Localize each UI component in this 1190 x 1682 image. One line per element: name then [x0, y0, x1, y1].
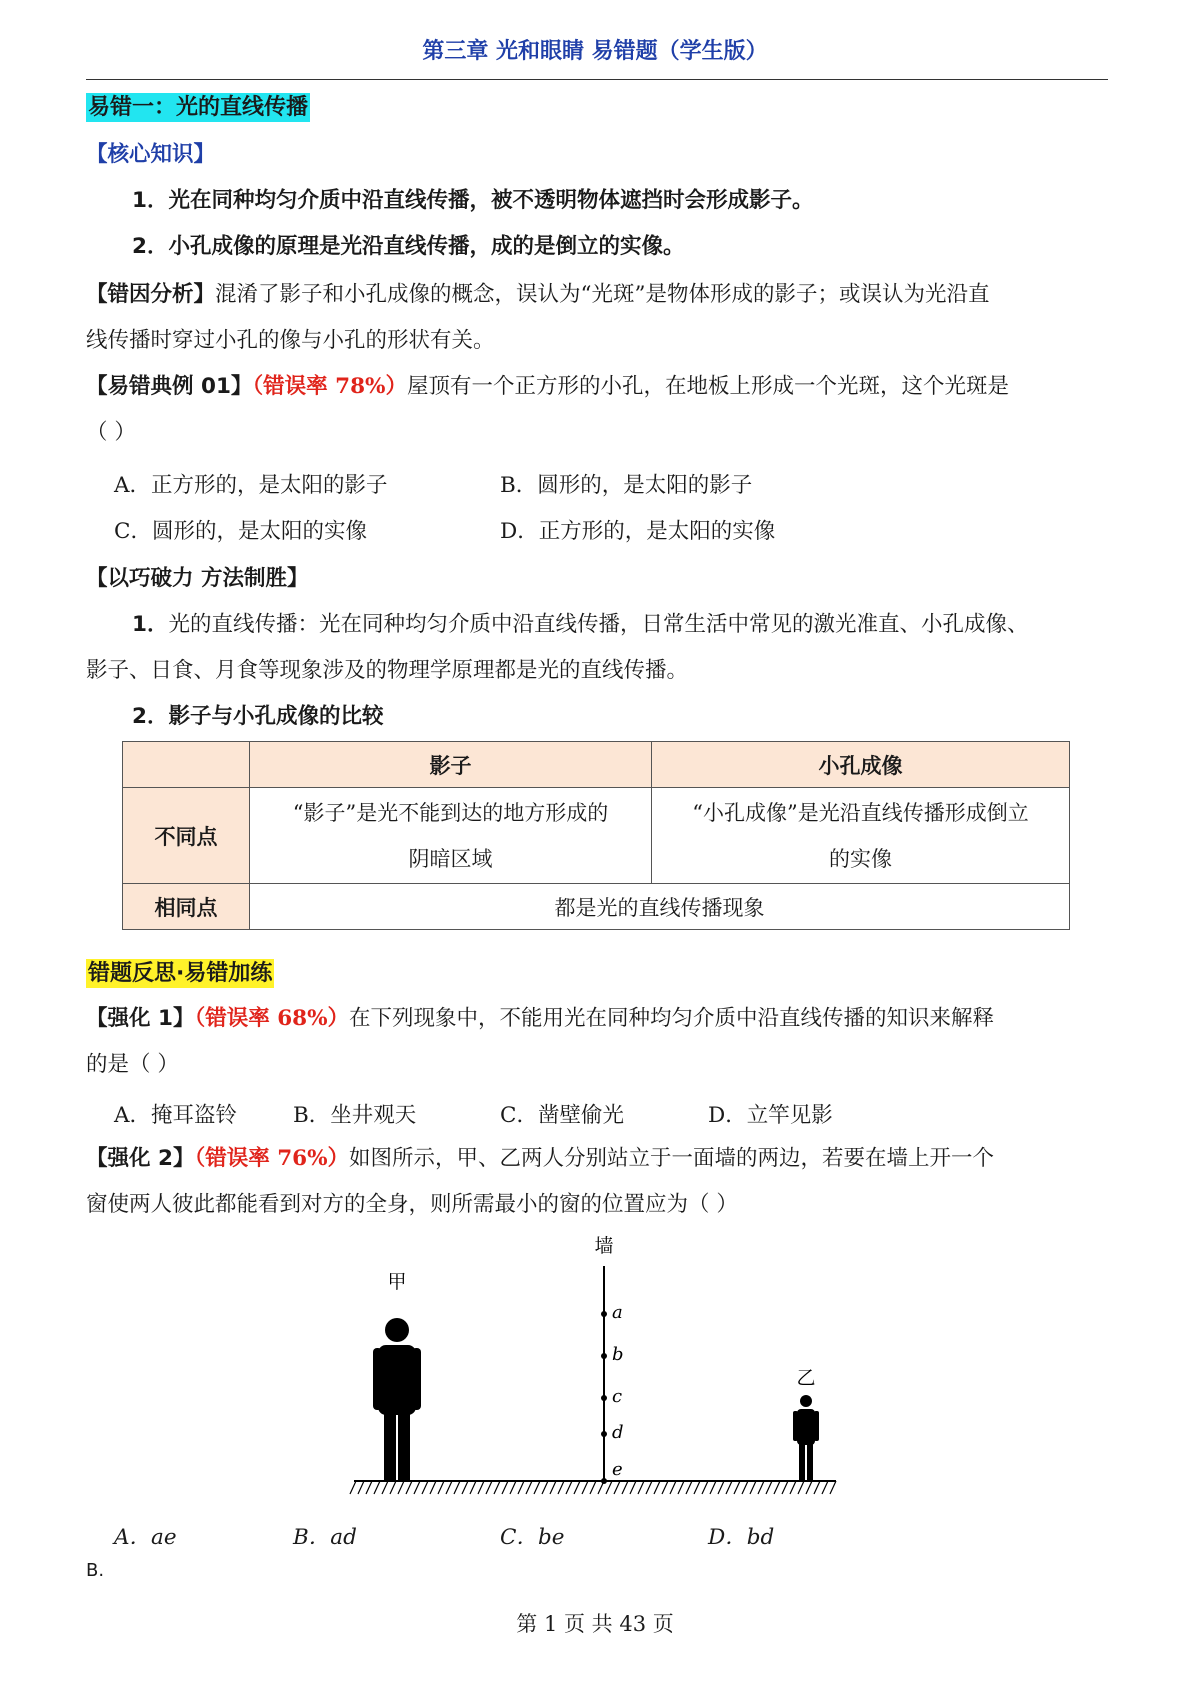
table-corner-cell — [123, 742, 250, 788]
person-right-figure — [793, 1395, 819, 1480]
core-point-1: 1．光在同种均匀介质中沿直线传播，被不透明物体遮挡时会形成影子。 — [132, 188, 814, 213]
wall-figure — [340, 1230, 860, 1500]
q1-label: 【强化 1】 — [86, 1006, 195, 1031]
table-cell-pinhole-diff — [652, 788, 1070, 884]
method-label: 【以巧破力 方法制胜】 — [86, 566, 309, 591]
example-label: 【易错典例 01】 — [86, 374, 253, 399]
person-right-label: 乙 — [796, 1367, 816, 1389]
q2-line-1 — [86, 1136, 994, 1182]
q2-text: 如图所示，甲、乙两人分别站立于一面墙的两边，若要在墙上开一个 — [349, 1146, 995, 1171]
example-option-a: A．正方形的，是太阳的影子 — [114, 473, 388, 498]
section1-title: 易错一：光的直线传播 — [88, 95, 309, 120]
error-analysis-text: 混淆了影子和小孔成像的概念，误认为“光斑”是物体形成的影子；或误认为光沿直 — [215, 282, 990, 307]
header-divider — [86, 79, 1108, 80]
q1-option-d: D．立竿见影 — [708, 1103, 833, 1128]
point-d — [601, 1431, 607, 1437]
table-header-pinhole: 小孔成像 — [652, 742, 1070, 788]
method-item-2: 2．影子与小孔成像的比较 — [132, 704, 384, 729]
error-analysis-label: 【错因分析】 — [86, 282, 216, 307]
person-left-figure — [373, 1318, 421, 1480]
q1-option-a: A．掩耳盗铃 — [114, 1103, 238, 1128]
q2-error-rate: （错误率 76%） — [194, 1146, 350, 1171]
error-analysis-line-2: 线传播时穿过小孔的像与小孔的形状有关。 — [86, 328, 495, 353]
answer-text: B. — [86, 1560, 105, 1581]
point-a — [601, 1311, 607, 1317]
method-num-1: 1． — [132, 612, 169, 637]
q1-text: 在下列现象中，不能用光在同种均匀介质中沿直线传播的知识来解释 — [349, 1006, 995, 1031]
method-text-1: 光的直线传播：光在同种均匀介质中沿直线传播，日常生活中常见的激光准直、小孔成像、 — [168, 612, 1029, 637]
q2-option-b: B．ad — [293, 1525, 357, 1550]
method-line-2: 影子、日食、月食等现象涉及的物理学原理都是光的直线传播。 — [86, 658, 689, 683]
point-label-c: c — [612, 1386, 623, 1407]
q2-option-c: C．be — [500, 1525, 565, 1550]
example-option-b: B．圆形的，是太阳的影子 — [500, 473, 753, 498]
point-b — [601, 1353, 607, 1359]
point-label-a: a — [612, 1302, 623, 1323]
example-option-d: D．正方形的，是太阳的实像 — [500, 519, 776, 544]
q2-option-a: A．ae — [114, 1525, 177, 1550]
point-label-e: e — [612, 1459, 623, 1480]
method-line-1 — [132, 602, 1028, 648]
table-row — [123, 788, 1070, 884]
table-row-label-diff: 不同点 — [123, 788, 250, 884]
q2-option-d: D．bd — [708, 1525, 775, 1550]
q2-line-2: 窗使两人彼此都能看到对方的全身，则所需最小的窗的位置应为（ ） — [86, 1192, 738, 1217]
error-analysis-line-1 — [86, 272, 990, 318]
cell-line: “小孔成像”是光沿直线传播形成倒立 — [692, 800, 1029, 825]
example-text: 屋顶有一个正方形的小孔，在地板上形成一个光斑，这个光斑是 — [407, 374, 1010, 399]
page-footer: 第 1 页 共 43 页 — [516, 1612, 674, 1636]
page-header-title: 第三章 光和眼睛 易错题（学生版） — [422, 39, 768, 64]
comparison-table — [122, 741, 1070, 930]
point-e — [601, 1478, 607, 1484]
section1-heading — [86, 90, 310, 121]
core-point-2: 2．小孔成像的原理是光沿直线传播，成的是倒立的实像。 — [132, 234, 685, 259]
cell-line: “影子”是光不能到达的地方形成的 — [292, 800, 609, 825]
example-blank: （ ） — [86, 420, 136, 445]
point-label-d: d — [612, 1422, 624, 1443]
point-c — [601, 1395, 607, 1401]
q1-line-2: 的是（ ） — [86, 1052, 179, 1077]
table-row — [123, 884, 1070, 930]
q1-error-rate: （错误率 68%） — [194, 1006, 350, 1031]
cell-line: 的实像 — [829, 846, 892, 871]
table-row-label-same: 相同点 — [123, 884, 250, 930]
core-knowledge-label: 【核心知识】 — [86, 142, 216, 167]
cell-line: 阴暗区域 — [408, 846, 493, 871]
example-error-rate: （错误率 78%） — [252, 374, 407, 399]
example-question — [86, 364, 1009, 410]
wall-label: 墙 — [594, 1235, 614, 1257]
table-header-shadow: 影子 — [250, 742, 652, 788]
section2-heading — [86, 956, 274, 987]
point-label-b: b — [612, 1344, 624, 1365]
q1-option-c: C．凿壁偷光 — [500, 1103, 624, 1128]
table-header-row — [123, 742, 1070, 788]
q1-option-b: B．坐井观天 — [293, 1103, 417, 1128]
q1-line-1 — [86, 996, 994, 1042]
table-cell-same: 都是光的直线传播现象 — [250, 884, 1070, 930]
example-option-c: C．圆形的，是太阳的实像 — [114, 519, 367, 544]
section2-title: 错题反思·易错加练 — [88, 961, 273, 986]
ground-hatching — [350, 1481, 836, 1494]
person-left-label: 甲 — [387, 1271, 407, 1293]
table-cell-shadow-diff — [250, 788, 652, 884]
q2-label: 【强化 2】 — [86, 1146, 195, 1171]
